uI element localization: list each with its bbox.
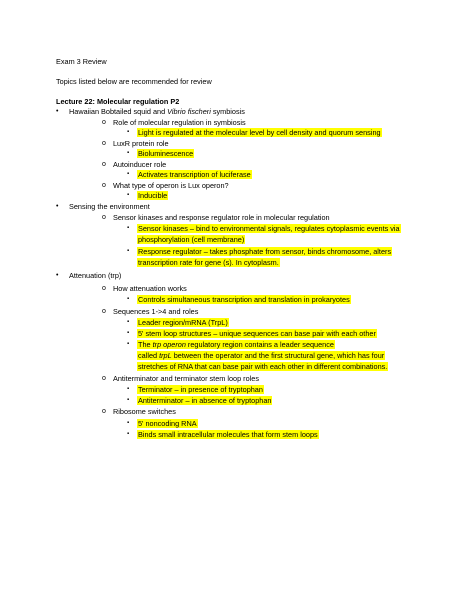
highlighted-item [137,317,229,328]
list-item: Role of molecular regulation in symbiosis [113,118,246,127]
list-item: Sensor kinases and response regulator role in molecular regulation [113,213,330,222]
highlight-text: Sensor kinases – bind to environmental signals, regulates cytoplasmic events via [138,224,400,233]
highlight-text: called [138,351,160,360]
highlight-text: regulatory region contains a leader sequence [185,340,334,349]
lecture-heading: Lecture 22: Molecular regulation P2 [56,97,180,106]
intro-text: Topics listed below are recommended for review [56,77,212,86]
square-bullet-marker: ▪ [127,341,130,347]
sub-bullet-marker: o [102,140,106,147]
highlighted-item [137,246,392,257]
list-item: Sequences 1->4 and roles [113,307,199,316]
list-item: Antiterminator and terminator stem loop roles [113,374,260,383]
highlighted-item [137,339,335,350]
highlighted-item [137,429,319,440]
list-item: Ribosome switches [113,407,176,416]
list-item: Autoinducer role [113,160,167,169]
highlight-text: Antiterminator – in absence of tryptophan [138,396,272,405]
list-item: What type of operon is Lux operon? [113,181,229,190]
highlight-text: Leader region/mRNA (TrpL) [138,318,228,327]
highlight-text: Inducible [138,191,168,200]
highlight-text: stretches of RNA that can base pair with each other in different combinations. [138,362,388,371]
highlight-text: phosphorylation (cell membrane) [138,235,245,244]
sub-bullet-marker: o [102,182,106,189]
highlighted-item [137,169,252,180]
item-text: symbiosis [210,107,245,116]
highlight-text: Light is regulated at the molecular level by cell density and quorum sensing [138,128,381,137]
square-bullet-marker: ▪ [127,225,130,231]
highlight-text: between the operator and the first structural gene, which has four [171,351,385,360]
item-text: Hawaiian Bobtailed squid and [69,107,168,116]
square-bullet-marker: ▪ [127,319,130,325]
square-bullet-marker: ▪ [127,129,130,135]
highlight-text-italic: trpL [159,351,172,360]
highlight-text: Binds small intracellular molecules that form stem loops [138,430,318,439]
bullet-marker: • [56,203,59,210]
sub-bullet-marker: o [102,308,106,315]
highlight-text: The [138,340,153,349]
highlight-text: 5' stem loop structures – unique sequences can base pair with each other [138,329,376,338]
square-bullet-marker: ▪ [127,171,130,177]
list-item: Sensing the environment [69,202,150,211]
highlighted-item [137,384,264,395]
bullet-marker: • [56,272,59,279]
item-text-italic: Vibrio fischeri [167,107,211,116]
square-bullet-marker: ▪ [127,192,130,198]
square-bullet-marker: ▪ [127,150,130,156]
highlighted-item [137,223,401,234]
doc-title: Exam 3 Review [56,57,107,66]
highlighted-item [137,328,377,339]
highlighted-item [137,190,168,201]
sub-bullet-marker: o [102,408,106,415]
sub-bullet-marker: o [102,285,106,292]
highlight-text: Bioluminescence [138,149,194,158]
highlight-text-italic: trp operon [152,340,186,349]
list-item [69,106,245,117]
highlighted-item [137,127,382,138]
square-bullet-marker: ▪ [127,296,130,302]
highlighted-item [137,418,198,429]
square-bullet-marker: ▪ [127,420,130,426]
sub-bullet-marker: o [102,161,106,168]
list-item: LuxR protein role [113,139,169,148]
highlighted-item [137,234,245,245]
highlight-text: Controls simultaneous transcription and translation in prokaryotes [138,295,350,304]
highlighted-item [137,148,194,159]
highlighted-item [137,395,272,406]
square-bullet-marker: ▪ [127,397,130,403]
highlighted-item [137,257,280,268]
square-bullet-marker: ▪ [127,248,130,254]
highlighted-item [137,294,351,305]
sub-bullet-marker: o [102,214,106,221]
highlight-text: 5' noncoding RNA [138,419,197,428]
highlight-text: Terminator – in presence of tryptophan [138,385,263,394]
sub-bullet-marker: o [102,119,106,126]
square-bullet-marker: ▪ [127,431,130,437]
bullet-marker: • [56,108,59,115]
square-bullet-marker: ▪ [127,386,130,392]
highlighted-item [137,350,385,361]
sub-bullet-marker: o [102,375,106,382]
highlight-text: Activates transcription of luciferase [138,170,251,179]
highlight-text: Response regulator – takes phosphate from sensor, binds chromosome, alters [138,247,392,256]
highlight-text: transcription rate for gene (s). In cytoplasm. [138,258,279,267]
list-item: How attenuation works [113,284,187,293]
highlighted-item [137,361,388,372]
list-item: Attenuation (trp) [69,271,122,280]
square-bullet-marker: ▪ [127,330,130,336]
